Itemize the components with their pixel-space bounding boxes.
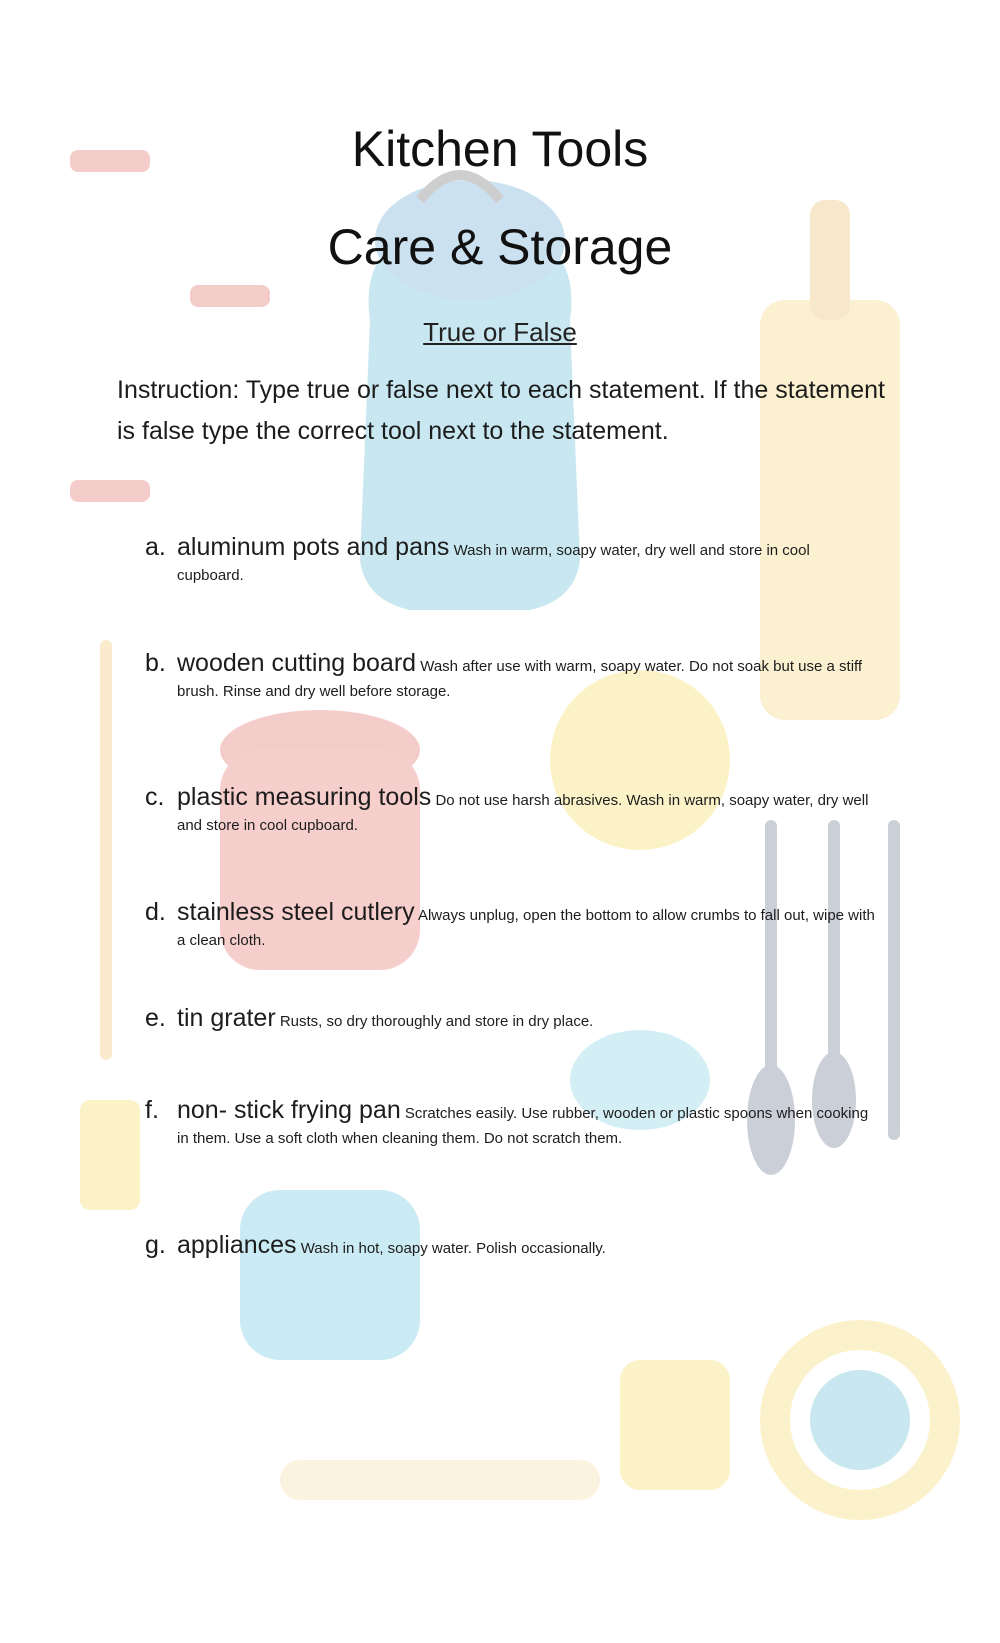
- statement-item: [145, 1228, 880, 1262]
- item-letter: d.: [145, 898, 166, 926]
- item-tool: appliances: [177, 1231, 297, 1259]
- statement-item: [145, 780, 880, 838]
- item-tool: wooden cutting board: [177, 649, 417, 677]
- item-letter: c.: [145, 783, 165, 811]
- statement-item: [145, 895, 880, 953]
- statement-item: [145, 1001, 880, 1035]
- page-title: Kitchen Tools: [351, 121, 649, 177]
- item-tool: tin grater: [177, 1004, 276, 1032]
- item-tool: aluminum pots and pans: [177, 533, 450, 561]
- item-text: Do not use harsh abrasives. Wash in warm, soapy water, dry well and store in cool cupboard.: [177, 792, 869, 834]
- item-letter: a.: [145, 533, 166, 561]
- statement-item: [145, 1093, 880, 1151]
- item-text: Always unplug, open the bottom to allow crumbs to fall out, wipe with a clean cloth.: [177, 907, 875, 949]
- item-tool: non- stick frying pan: [177, 1096, 401, 1124]
- item-letter: e.: [145, 1004, 166, 1032]
- item-text: Wash in warm, soapy water, dry well and store in cool cupboard.: [177, 542, 810, 584]
- item-text: Scratches easily. Use rubber, wooden or plastic spoons when cooking in them. Use a soft cloth when cleaning them. Do not scratch them.: [177, 1105, 869, 1147]
- item-tool: plastic measuring tools: [177, 783, 432, 811]
- item-text: Wash after use with warm, soapy water. Do not soak but use a stiff brush. Rinse and dry well before storage.: [177, 658, 863, 700]
- item-text: Wash in hot, soapy water. Polish occasionally.: [300, 1240, 606, 1257]
- statement-item: [145, 646, 880, 704]
- item-letter: b.: [145, 649, 166, 677]
- section-heading: True or False: [423, 317, 577, 347]
- item-letter: f.: [145, 1096, 159, 1124]
- item-letter: g.: [145, 1231, 166, 1259]
- instruction-text: Instruction: Type true or false next to each statement. If the statement is false type the correct tool next to the statement.: [117, 376, 886, 445]
- page-subtitle-title: Care & Storage: [327, 219, 673, 275]
- item-tool: stainless steel cutlery: [177, 898, 415, 926]
- item-text: Rusts, so dry thoroughly and store in dry place.: [279, 1013, 594, 1030]
- statement-item: [145, 530, 880, 588]
